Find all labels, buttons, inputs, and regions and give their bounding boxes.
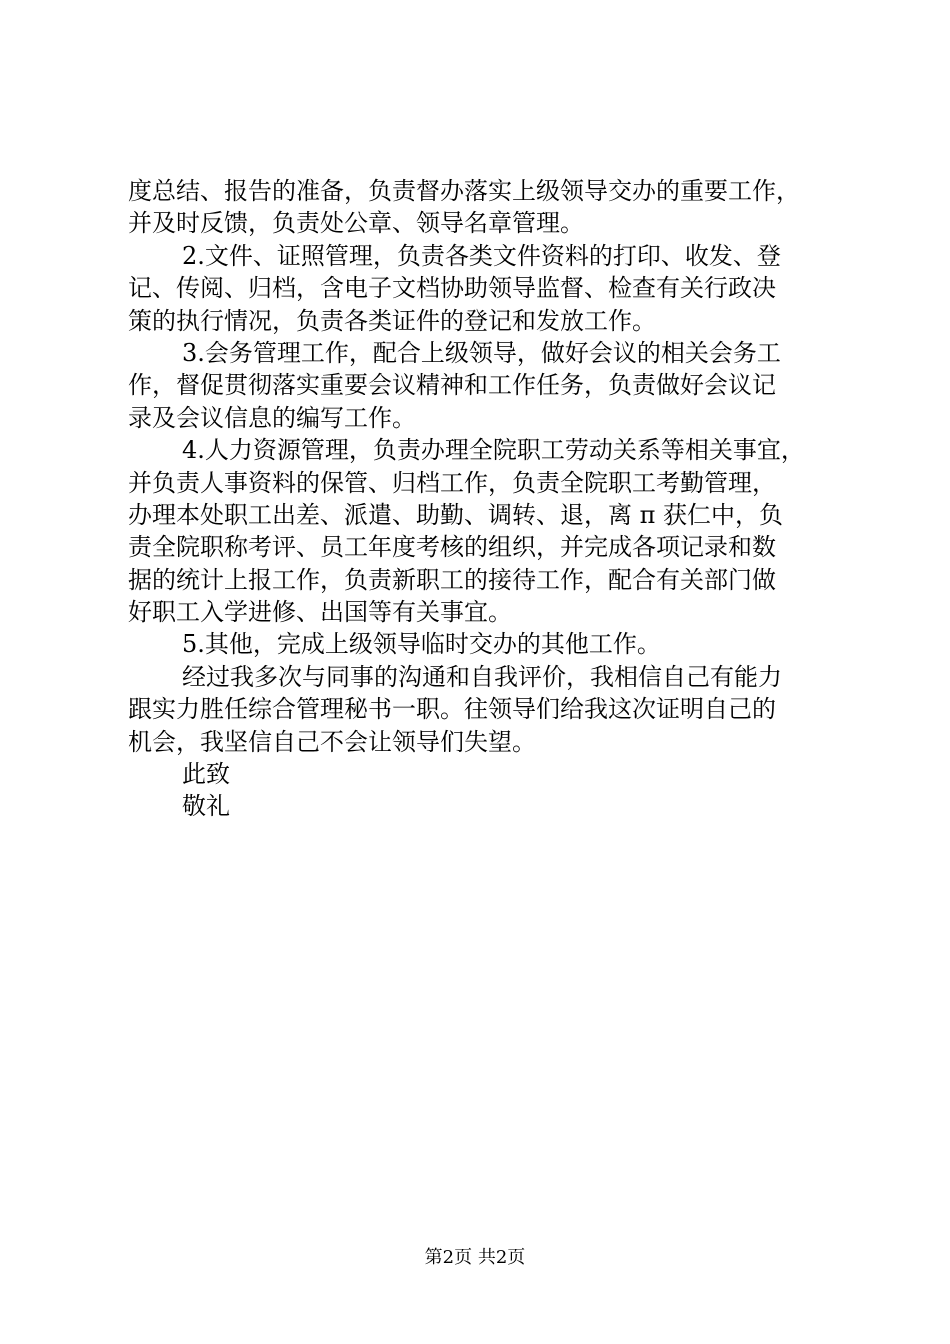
body-line: 跟实力胜任综合管理秘书一职。往领导们给我这次证明自己的 [128,695,776,724]
body-line: 据的统计上报工作，负责新职工的接待工作，配合有关部门做 [128,565,776,594]
body-line: 2.文件、证照管理，负责各类文件资料的打印、收发、登 [182,241,781,270]
body-line: 3.会务管理工作，配合上级领导，做好会议的相关会务工 [182,338,781,367]
document-body [128,175,840,823]
body-line: 并及时反馈，负责处公章、领导名章管理。 [128,209,584,238]
body-line: 作，督促贯彻落实重要会议精神和工作任务，负责做好会议记 [128,371,776,400]
body-line: 记、传阅、归档，含电子文档协助领导监督、检查有关行政决 [128,274,776,303]
body-line: 策的执行情况，负责各类证件的登记和发放工作。 [128,306,656,335]
body-line: 经过我多次与同事的沟通和自我评价，我相信自己有能力 [182,662,782,691]
page-footer [0,1243,950,1269]
body-line: 责全院职称考评、员工年度考核的组织，并完成各项记录和数 [128,533,776,562]
body-line: 5.其他，完成上级领导临时交办的其他工作。 [182,630,661,659]
body-line: 度总结、报告的准备，负责督办落实上级领导交办的重要工作， [128,177,800,205]
page-number: 第2页 共2页 [424,1247,526,1268]
body-line: 并负责人事资料的保管、归档工作，负责全院职工考勤管理， [128,468,776,497]
closing-regards: 敬礼 [182,792,230,821]
body-line: 4.人力资源管理，负责办理全院职工劳动关系等相关事宜， [182,436,805,465]
closing-salutation: 此致 [182,760,230,789]
body-line: 好职工入学进修、出国等有关事宜。 [128,598,512,627]
body-line: 机会，我坚信自己不会让领导们失望。 [128,727,536,756]
body-line: 办理本处职工出差、派遣、助勤、调转、退，离 π 获仁中，负 [128,500,784,529]
body-line: 录及会议信息的编写工作。 [128,403,416,432]
